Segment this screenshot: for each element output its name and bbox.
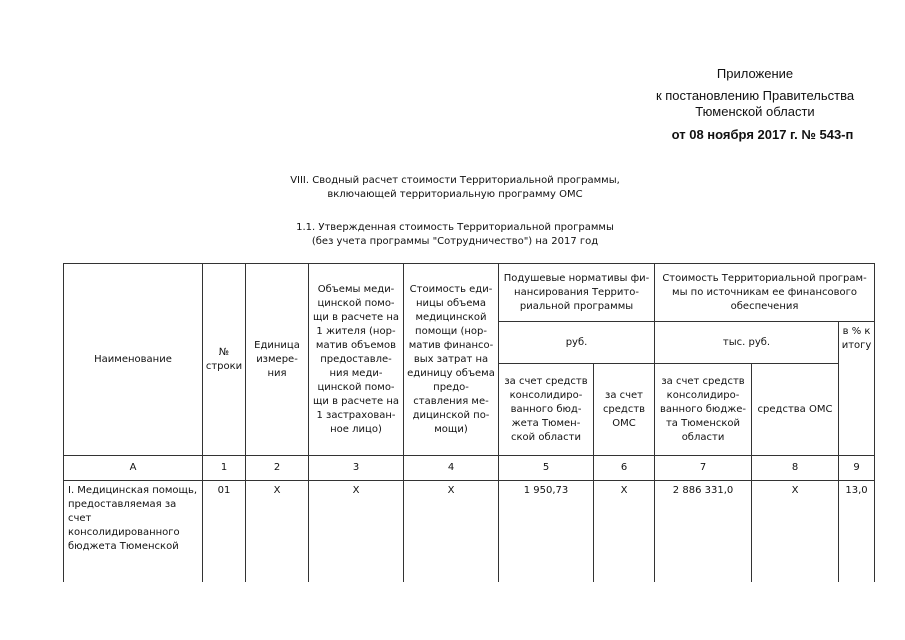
subsection-title-line2: (без учета программы "Сотрудничество") на 2017 год [311, 236, 599, 247]
appendix-block [600, 66, 905, 143]
column-number: 3 [309, 456, 404, 481]
header-name: Наименование [64, 264, 203, 456]
column-number-row [64, 456, 875, 481]
appendix-label: Приложение [716, 66, 794, 81]
row-total-oms: X [752, 481, 839, 583]
subsection-title [150, 221, 760, 249]
table-row [64, 481, 875, 583]
header-consolidated-budget: за счет средств консолидиро-ванного бюд-жета Тюмен-ской области [499, 364, 594, 456]
row-per-capita-budget: 1 950,73 [499, 481, 594, 583]
header-volumes: Объемы меди-цинской помо-щи в расчете на 1 жителя (нор-матив объемов предоставле-ния меди-цинской помо-щи в расчете на 1 застрахован-ное лицо) [309, 264, 404, 456]
column-number: 2 [246, 456, 309, 481]
cost-table [63, 263, 875, 582]
section-title-line2: включающей территориальную программу ОМС [327, 189, 583, 200]
row-cost: X [404, 481, 499, 583]
row-volume: X [309, 481, 404, 583]
column-number: 1 [203, 456, 246, 481]
header-row-number: № строки [203, 264, 246, 456]
column-number: 4 [404, 456, 499, 481]
column-number: А [64, 456, 203, 481]
header-unit: Единица измере-ния [246, 264, 309, 456]
header-per-capita: Подушевые нормативы фи-нансирования Террито-риальной программы [499, 264, 655, 322]
column-number: 5 [499, 456, 594, 481]
header-territorial-cost: Стоимость Территориальной програм-мы по источникам ее финансового обеспечения [655, 264, 875, 322]
header-rub: руб. [499, 322, 655, 364]
section-title [150, 174, 760, 202]
column-number: 8 [752, 456, 839, 481]
appendix-region: Тюменской области [695, 104, 815, 119]
subsection-title-line1: 1.1. Утвержденная стоимость Территориальной программы [296, 222, 614, 233]
header-oms-funds: за счет средств ОМС [594, 364, 655, 456]
column-number: 9 [839, 456, 875, 481]
column-number: 7 [655, 456, 752, 481]
header-consolidated-budget-2: за счет средств консолидиро-ванного бюдже-та Тюменской области [655, 364, 752, 456]
appendix-date: от 08 ноября 2017 г. № 543-п [671, 127, 854, 142]
section-title-line1: VIII. Сводный расчет стоимости Территориальной программы, [290, 175, 620, 186]
appendix-decree: к постановлению Правительства [655, 88, 855, 103]
row-percent: 13,0 [839, 481, 875, 583]
row-unit: X [246, 481, 309, 583]
header-unit-cost: Стоимость еди-ницы объема медицинской помощи (нор-матив финансо-вых затрат на единицу объема предо-ставления ме-дицинской по-мощи) [404, 264, 499, 456]
row-per-capita-oms: X [594, 481, 655, 583]
row-number: 01 [203, 481, 246, 583]
header-thousand-rub: тыс. руб. [655, 322, 839, 364]
row-total-budget: 2 886 331,0 [655, 481, 752, 583]
header-oms-funds-2: средства ОМС [752, 364, 839, 456]
header-percent: в % к итогу [839, 322, 875, 456]
row-name: I. Медицинская помощь, предоставляемая за счет консолидированного бюджета Тюменской [64, 481, 203, 583]
column-number: 6 [594, 456, 655, 481]
